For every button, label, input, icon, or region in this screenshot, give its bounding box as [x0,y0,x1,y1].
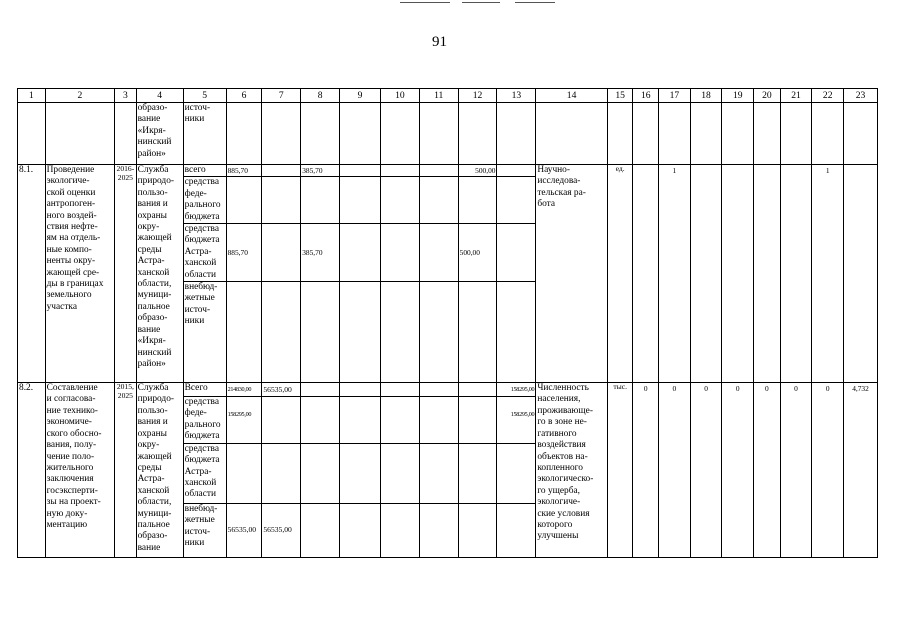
indicator-value: 0 [780,383,812,558]
amount-cell: 158295,00 [497,383,536,397]
funding-label: средства бюджета Астра- ханской области [183,443,226,503]
item-period: 2016- 2025 [115,165,136,383]
header-cell: 6 [226,89,262,103]
header-cell: 15 [607,89,633,103]
amount-cell: 500,00 [458,224,497,282]
funding-label: средства феде- рального бюджета [183,177,226,224]
amount-cell: 385,70 [301,224,340,282]
header-cell: 12 [458,89,497,103]
funding-label: средства бюджета Астра- ханской области [183,224,226,282]
header-cell: 16 [633,89,659,103]
indicator-unit: тыс. [607,383,633,558]
header-cell: 19 [722,89,754,103]
header-cell: 22 [812,89,844,103]
indicator-value: 0 [659,383,691,558]
indicator-value: 1 [812,165,844,383]
indicator-unit: ед. [607,165,633,383]
column-number-row [18,89,878,103]
continuation-row [18,103,878,165]
table-row [18,165,878,177]
item-executor: Служба природо- пользо- вания и охраны окру- жающей среды Астра- ханской области, муници- пальное образо- вание [136,383,183,558]
funding-label: средства феде- рального бюджета [183,397,226,444]
amount-cell: 158295,00 [226,397,262,444]
executor-cell: образо- вание «Икря- нинский район» [136,103,183,165]
amount-cell: 385,70 [301,165,340,177]
item-executor: Служба природо- пользо- вания и охраны окру- жающей среды Астра- ханской области, муници- пальное образо- вание «Икря- нинский район» [136,165,183,383]
header-cell: 2 [45,89,115,103]
item-description: Составление и согласова- ние технико- экономиче- ского обосно- вания, полу- чение поло- жительного заключения госэксперти- зы на проект- ную доку- ментацию [45,383,115,558]
indicator-value: 0 [812,383,844,558]
header-cell: 23 [844,89,878,103]
top-edge-mark [515,2,555,3]
funding-label: всего [183,165,226,177]
amount-cell: 500,00 [458,165,497,177]
amount-cell: 885,70 [226,165,262,177]
header-cell: 14 [536,89,608,103]
program-table [17,88,878,558]
header-cell: 10 [380,89,419,103]
indicator-name: Научно- исследова- тельская ра- бота [536,165,608,383]
header-cell: 20 [754,89,781,103]
header-cell: 18 [690,89,722,103]
header-cell: 13 [497,89,536,103]
header-cell: 4 [136,89,183,103]
funding-label: Всего [183,383,226,397]
amount-cell: 56535,00 [262,383,301,397]
header-cell: 3 [115,89,136,103]
header-cell: 17 [659,89,691,103]
amount-cell: 885,70 [226,224,262,282]
indicator-value: 0 [690,383,722,558]
funding-label: внебюд- жетные источ- ники [183,503,226,557]
header-cell: 21 [780,89,812,103]
header-cell: 1 [18,89,46,103]
indicator-value: 0 [754,383,781,558]
item-number: 8.2. [18,383,46,558]
table-row [18,383,878,397]
item-number: 8.1. [18,165,46,383]
amount-cell: 214830,00 [226,383,262,397]
indicator-value: 4,732 [844,383,878,558]
item-period: 2015, 2025 [115,383,136,558]
header-cell: 9 [340,89,381,103]
indicator-value: 1 [659,165,691,383]
funding-label: внебюд- жетные источ- ники [183,282,226,383]
amount-cell: 56535,00 [226,503,262,557]
header-cell: 5 [183,89,226,103]
header-cell: 11 [419,89,458,103]
indicator-value: 0 [633,383,659,558]
top-edge-mark [462,2,500,3]
indicator-value: 0 [722,383,754,558]
header-cell: 8 [301,89,340,103]
top-edge-mark [400,2,450,3]
amount-cell: 56535,00 [262,503,301,557]
page-number: 91 [432,34,447,50]
indicator-name: Численность населения, проживающе- го в зоне не- гативного воздействия объектов на- копленного экологическо- го ущерба, экологиче- ские условия которого улучшены [536,383,608,558]
header-cell: 7 [262,89,301,103]
amount-cell: 158295,00 [497,397,536,444]
item-description: Проведение экологиче- ской оценки антропоген- ного воздей- ствия нефте- ям на отдель- ные компо- ненты окру- жающей сре- ды в границах земельного участка [45,165,115,383]
funding-source-cell: источ- ники [183,103,226,165]
